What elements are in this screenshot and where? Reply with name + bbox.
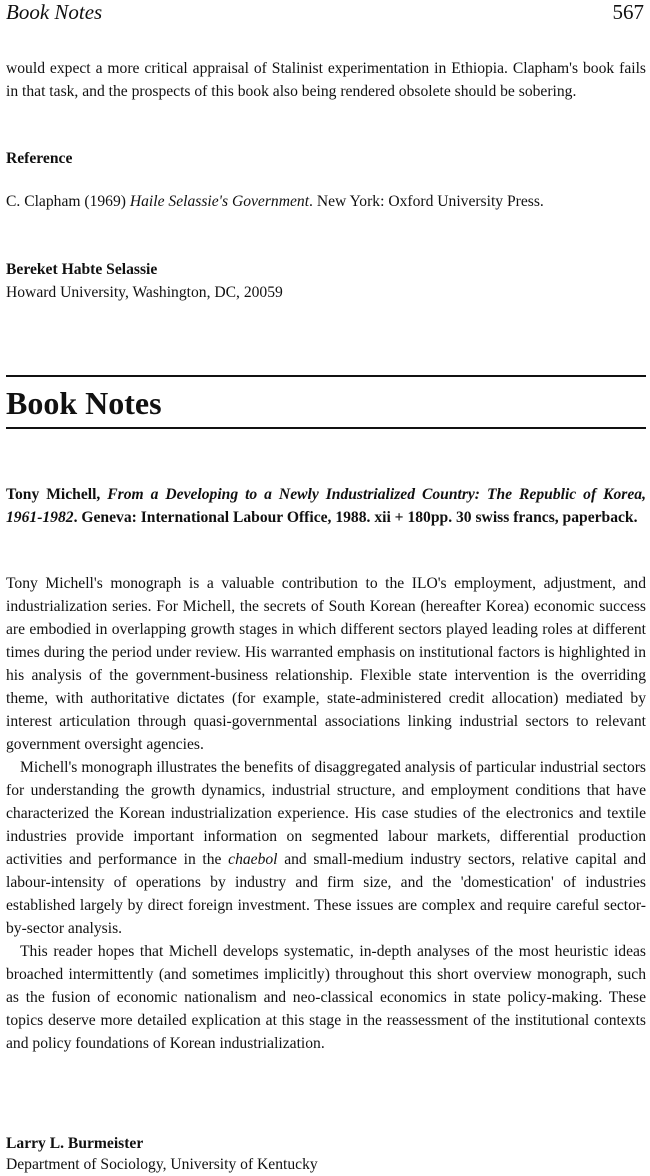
section-title: Book Notes (6, 385, 162, 421)
reference-author-year: C. Clapham (1969) (6, 193, 130, 210)
review-paragraph-2 (6, 756, 646, 940)
book-title: From a Developing to a Newly Industrialized Country: The Republic of Korea, 1961-1982 (6, 486, 646, 526)
book-citation (6, 483, 646, 529)
review-paragraph-2-part-b: and small-medium industry sectors, relative capital and labour-intensity of operations by industry and firm size, and the 'domestication' of industries established largely by direct foreign investment. These issues are complex and require careful sector-by-sector analysis. (6, 851, 646, 937)
running-header-section: Book Notes (6, 0, 103, 24)
review-paragraph-3: This reader hopes that Michell develops systematic, in-depth analyses of the most heuristic ideas broached intermittently (and sometimes implicitly) throughout this short overview monograph, such as the fusion of economic nationalism and neo-classical economics in state policy-making. These topics deserve more detailed explication at this stage in the reassessment of the institutional contexts and policy foundations of Korean industrialization. (6, 943, 646, 1052)
section-rule-bottom (6, 427, 646, 429)
page-number: 567 (612, 0, 644, 24)
reference-publisher: . New York: Oxford University Press. (309, 193, 544, 210)
review-body (6, 572, 646, 1055)
section-rule-top (6, 375, 646, 377)
review-paragraph-2-part-a: Michell's monograph illustrates the benefits of disaggregated analysis of particular industrial sectors for understanding the growth dynamics, industrial structure, and employment conditions that have characterized the Korean industrialization experience. His case studies of the electronics and textile industries provide important information on segmented labour markets, differential production activities and performance in the (6, 759, 646, 868)
reference-title: Haile Selassie's Government (129, 193, 310, 210)
reference-entry (6, 190, 646, 213)
previous-reviewer-name: Bereket Habte Selassie (6, 261, 158, 278)
book-author: Tony Michell, (6, 486, 108, 503)
review-paragraph-2-emphasis: chaebol (228, 851, 278, 868)
previous-review-text: would expect a more critical appraisal of Stalinist experimentation in Ethiopia. Clapham's book fails in that task, and the prospects of this book also being rendered obsolete should be sobering. (6, 60, 646, 100)
previous-reviewer-affiliation: Howard University, Washington, DC, 20059 (6, 284, 283, 301)
book-details: . Geneva: International Labour Office, 1988. xii + 180pp. 30 swiss francs, paperback. (73, 509, 638, 526)
reviewer-name: Larry L. Burmeister (6, 1135, 144, 1152)
reference-heading: Reference (6, 150, 73, 167)
review-paragraph-1: Tony Michell's monograph is a valuable contribution to the ILO's employment, adjustment, and industrialization series. For Michell, the secrets of South Korean (hereafter Korea) economic success are embodied in overlapping growth stages in which different sectors played leading roles at different times during the period under review. His warranted emphasis on institutional factors is highlighted in his analysis of the government-business relationship. Flexible state intervention is the overriding theme, with authoritative dictates (for example, state-administered credit allocation) mediated by interest articulation through quasi-governmental associations linking industrial sectors to relevant government oversight agencies. (6, 575, 646, 753)
reviewer-affiliation: Department of Sociology, University of Kentucky (6, 1156, 318, 1173)
